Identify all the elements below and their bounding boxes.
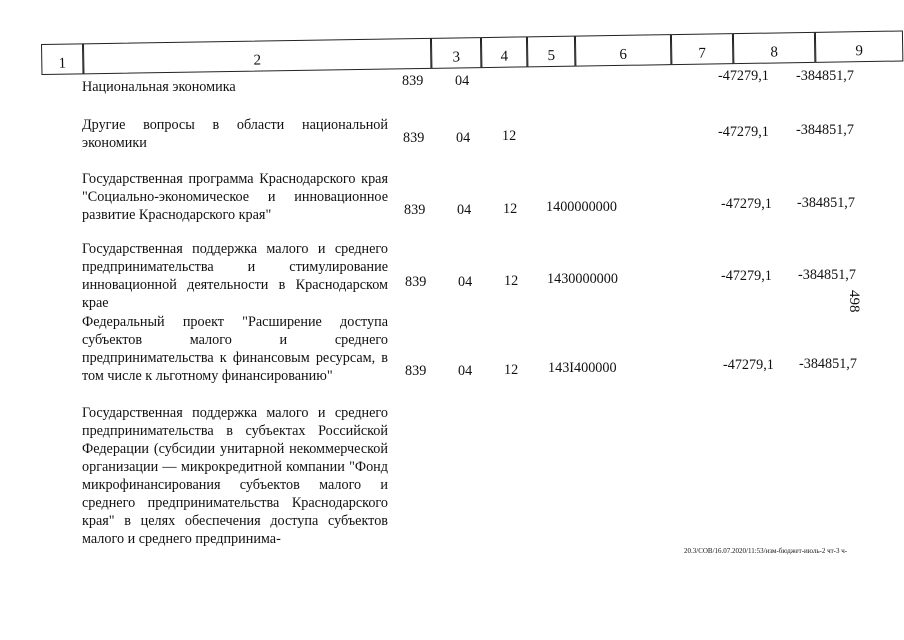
- header-col-1: 1: [41, 43, 83, 75]
- header-col-9: 9: [815, 30, 903, 62]
- row-3-col-8: -47279,1: [721, 196, 772, 212]
- row-2-col-4: 04: [456, 130, 471, 146]
- row-3-col-5: 12: [503, 201, 518, 217]
- row-4-col-4: 04: [458, 274, 473, 290]
- row-3-description: Государственная программа Краснодарского края "Социально-экономическое и инновационное развитие Краснодарского края": [82, 171, 388, 223]
- row-5-col-5: 12: [504, 362, 519, 378]
- row-4-description: Государственная поддержка малого и среднего предпринимательства и стимулирование инновационной деятельности в Краснодарском крае: [82, 241, 388, 311]
- header-col-7: 7: [671, 33, 733, 65]
- row-2-col-9: -384851,7: [796, 122, 854, 138]
- row-4-col-9: -384851,7: [798, 267, 856, 283]
- row-4-col-6: 1430000000: [547, 271, 618, 287]
- row-3-col-3: 839: [404, 202, 426, 218]
- row-4-col-3: 839: [405, 274, 427, 290]
- page-number: 498: [846, 290, 862, 313]
- row-2-col-8: -47279,1: [718, 124, 769, 140]
- row-5-description: Федеральный проект "Расширение доступа субъектов малого и среднего предпринимательства к финансовым ресурсам, в том числе к льготному финансированию": [82, 314, 388, 384]
- row-5-col-9: -384851,7: [799, 356, 857, 372]
- header-col-3: 3: [431, 37, 481, 69]
- header-col-6: 6: [575, 34, 671, 67]
- row-2-col-5: 12: [502, 128, 517, 144]
- row-3-col-4: 04: [457, 202, 472, 218]
- row-1-description: Национальная экономика: [82, 79, 236, 95]
- row-1-col-3: 839: [402, 73, 424, 89]
- row-5-col-3: 839: [405, 363, 427, 379]
- row-4-col-8: -47279,1: [721, 268, 772, 284]
- row-1-col-8: -47279,1: [718, 68, 769, 84]
- row-6-description: Государственная поддержка малого и среднего предпринимательства в субъектах Российской Федерации (субсидии унитарной некоммерческой организации — микрокредитной компании "Фонд микрофинансирования субъектов малого и среднего предпринимательства Краснодарского края" в целях обеспечения доступа субъектов малого и среднего предпринима-: [82, 405, 388, 547]
- row-2-description: Другие вопросы в области национальной экономики: [82, 117, 388, 151]
- header-col-4: 4: [481, 36, 527, 68]
- row-1-col-4: 04: [455, 73, 470, 89]
- row-1-col-9: -384851,7: [796, 68, 854, 84]
- header-col-8: 8: [733, 32, 815, 64]
- row-2-col-3: 839: [403, 130, 425, 146]
- row-4-col-5: 12: [504, 273, 519, 289]
- row-3-col-6: 1400000000: [546, 199, 617, 215]
- row-5-col-8: -47279,1: [723, 357, 774, 373]
- header-col-5: 5: [527, 36, 575, 68]
- row-5-col-4: 04: [458, 363, 473, 379]
- footer-stamp: 20.3/СОВ/16.07.2020/11:53/изм-бюджет-июль-2 чт-3 ч-: [684, 547, 848, 555]
- row-5-col-6: 143I400000: [548, 360, 617, 376]
- header-col-2: 2: [83, 38, 431, 74]
- row-3-col-9: -384851,7: [797, 195, 855, 211]
